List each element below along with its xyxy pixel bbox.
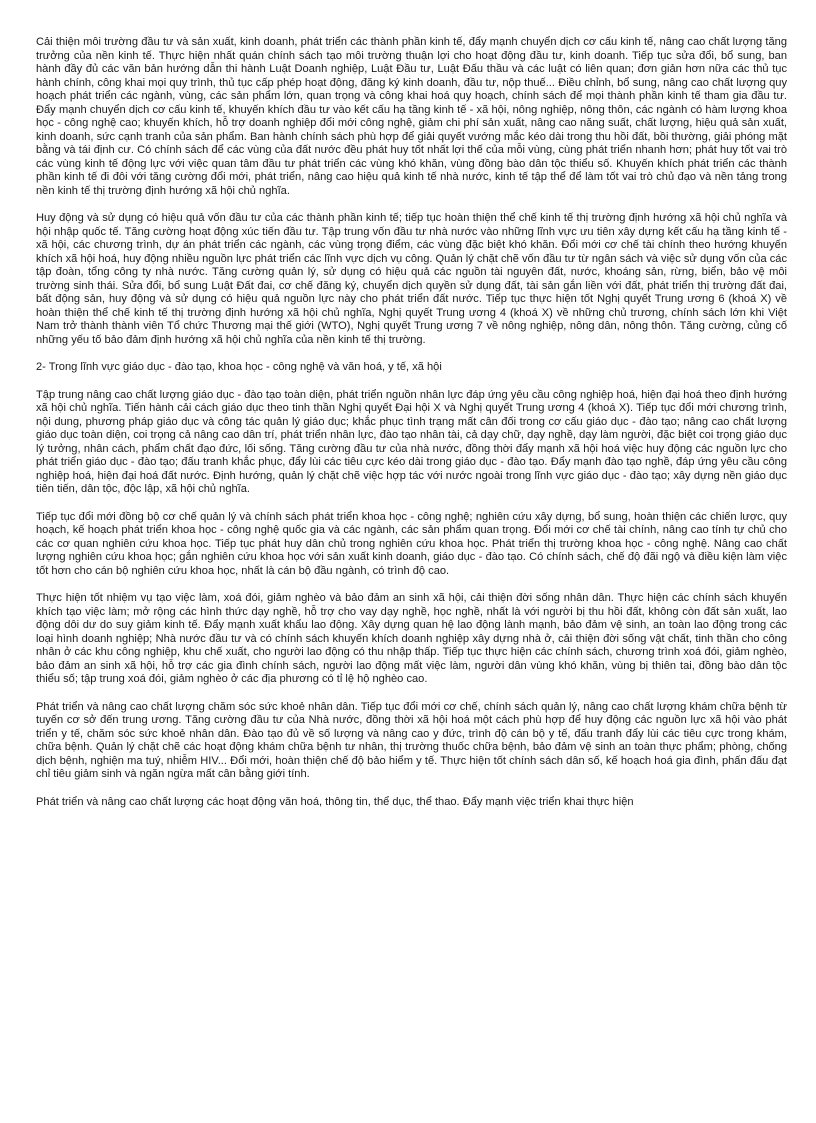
paragraph-education: Tập trung nâng cao chất lượng giáo dục - đào tạo toàn diện, phát triển nguồn nhân lực đáp ứng yêu cầu công nghiệp hoá, hiện đại hoá theo định hướng xã hội chủ nghĩa. Tiến hành cải cách giáo dục theo tinh thần Nghị quyết Đại hội X và Nghị quyết Trung ương 4 (khoá X). Tiếp tục đổi mới chương trình, nội dung, phương pháp giáo dục và công tác quản lý giáo dục; khắc phục tình trạng mất cân đối trong cơ cấu giáo dục - đào tạo; nâng cao chất lượng giáo dục toàn diện, coi trọng cả nâng cao dân trí, phát triển nhân lực, đào tạo nhân tài, cả dạy chữ, dạy nghề, dạy làm người, đặc biệt coi trọng giáo dục lý tưởng, nhân cách, phẩm chất đạo đức, lối sống. Tăng cường đầu tư của nhà nước, đồng thời đẩy mạnh xã hội hoá việc huy động các nguồn lực cho phát triển giáo dục - đào tạo; đấu tranh khắc phục, đẩy lùi các tiêu cực kéo dài trong giáo dục - đào tạo. Đẩy mạnh đào tạo nghề, đáp ứng yêu cầu công nghiệp hoá, hiện đại hoá đất nước. Định hướng, quản lý chặt chẽ việc hợp tác với nước ngoài trong lĩnh vực giáo dục - đào tạo; xây dựng nền giáo dục tiên tiến, dân tộc, độc lập, xã hội chủ nghĩa. (36, 388, 787, 495)
document-page (36, 36, 787, 823)
paragraph-healthcare: Phát triển và nâng cao chất lượng chăm sóc sức khoẻ nhân dân. Tiếp tục đổi mới cơ chế, chính sách quản lý, nâng cao chất lượng khám chữa bệnh từ tuyến cơ sở đến trung ương. Tăng cường đầu tư của Nhà nước, đồng thời xã hội hoá một cách phù hợp để huy động các nguồn lực xã hội vào phát triển y tế, chăm sóc sức khoẻ nhân dân. Đào tạo đủ về số lượng và nâng cao y đức, trình độ cán bộ y tế, đấu tranh đẩy lùi các tiêu cực trong khám, chữa bệnh. Quản lý chặt chẽ các hoạt động khám chữa bệnh tư nhân, thị trường thuốc chữa bệnh, bảo đảm vệ sinh an toàn thực phẩm; phòng, chống dịch bệnh, nghiện ma tuý, nhiễm HIV... Đổi mới, hoàn thiện chế độ bảo hiểm y tế. Thực hiện tốt chính sách dân số, kế hoạch hoá gia đình, phấn đấu đạt chỉ tiêu giảm sinh và ngăn ngừa mất cân bằng giới tính. (36, 700, 787, 780)
paragraph-investment-environment: Cải thiện môi trường đầu tư và sản xuất, kinh doanh, phát triển các thành phần kinh tế, đẩy mạnh chuyển dịch cơ cấu kinh tế, nâng cao chất lượng tăng trưởng của nền kinh tế. Thực hiện nhất quán chính sách tạo môi trường thuận lợi cho hoạt động đầu tư, kinh doanh. Tiếp tục sửa đổi, bổ sung, ban hành đầy đủ các văn bản hướng dẫn thi hành Luật Doanh nghiệp, Luật Đầu tư, Luật Đấu thầu và các luật có liên quan; đơn giản hơn nữa các thủ tục hành chính, công khai mọi quy trình, thủ tục cấp phép hoạt động, đăng ký kinh doanh, đầu tư, nộp thuế... Điều chỉnh, bổ sung, nâng cao chất lượng quy hoạch phát triển các ngành, vùng, các sản phẩm lớn, quan trọng và công khai hoá quy hoạch, chính sách để mọi thành phần kinh tế tham gia đầu tư. Đẩy mạnh chuyển dịch cơ cấu kinh tế, khuyến khích đầu tư vào kết cấu hạ tầng kinh tế - xã hội, nông nghiệp, nông thôn, các ngành có hàm lượng khoa học - công nghệ cao; khuyến khích, hỗ trợ doanh nghiệp đổi mới công nghệ, giảm chi phí sản xuất, nâng cao năng suất, chất lượng, hiệu quả sản xuất, kinh doanh, sức cạnh tranh của sản phẩm. Ban hành chính sách phù hợp để giải quyết vướng mắc kéo dài trong thu hồi đất, bồi thường, giải phóng mặt bằng và tái định cư. Có chính sách để các vùng của đất nước đều phát huy tốt nhất lợi thế của mỗi vùng, cùng phát triển nhanh hơn; phát huy tốt vai trò các vùng kinh tế động lực với việc quan tâm đầu tư phát triển các vùng khó khăn, vùng đồng bào dân tộc thiểu số. Khuyến khích phát triển các thành phần kinh tế đi đôi với tăng cường đổi mới, phát triển, nâng cao hiệu quả kinh tế nhà nước, kinh tế tập thể để làm tốt vai trò chủ đạo và nền tảng trong nền kinh tế thị trường định hướng xã hội chủ nghĩa. (36, 36, 787, 197)
paragraph-capital-mobilization: Huy động và sử dụng có hiệu quả vốn đầu tư của các thành phần kinh tế; tiếp tục hoàn thiện thể chế kinh tế thị trường định hướng xã hội chủ nghĩa và hội nhập quốc tế. Tăng cường hoạt động xúc tiến đầu tư. Tập trung vốn đầu tư nhà nước vào những lĩnh vực ưu tiên xây dựng kết cấu hạ tầng kinh tế - xã hội, các chương trình, dự án phát triển các ngành, các vùng trọng điểm, các vùng đặc biệt khó khăn. Đổi mới cơ chế tài chính theo hướng khuyến khích xã hội hoá, huy động nhiều nguồn lực phát triển các lĩnh vực dịch vụ công. Quản lý chặt chẽ vốn đầu tư từ ngân sách và việc sử dụng vốn của các tập đoàn, tổng công ty nhà nước. Tăng cường quản lý, sử dụng có hiệu quả các nguồn tài nguyên đất, nước, khoáng sản, rừng, biển, bảo vệ môi trường sinh thái. Sửa đổi, bổ sung Luật Đất đai, cơ chế đăng ký, chuyển dịch quyền sử dụng đất, tài sản gắn liền với đất, phát triển thị trường đất đai, bất động sản, huy động và sử dụng có hiệu quả nguồn lực này cho phát triển đất nước. Tiếp tục thực hiện tốt Nghị quyết Trung ương 6 (khoá X) về hoàn thiện thể chế kinh tế thị trường định hướng xã hội chủ nghĩa, Nghị quyết Trung ương 4 (khoá X) về những chủ trương, chính sách lớn khi Việt Nam trở thành thành viên Tổ chức Thương mại thế giới (WTO), Nghị quyết Trung ương 7 về nông nghiệp, nông dân, nông thôn. Tăng cường, củng cố những yếu tố bảo đảm định hướng xã hội chủ nghĩa của nền kinh tế thị trường. (36, 212, 787, 346)
paragraph-science-technology: Tiếp tục đổi mới đồng bộ cơ chế quản lý và chính sách phát triển khoa học - công nghệ; nghiên cứu xây dựng, bổ sung, hoàn thiện các chiến lược, quy hoạch, kế hoạch phát triển khoa học - công nghệ quốc gia và các ngành, các sản phẩm quan trọng. Đổi mới cơ chế tài chính, nâng cao tính tự chủ cho các cơ quan nghiên cứu khoa học. Tiếp tục phát huy dân chủ trong nghiên cứu khoa học. Phát triển thị trường khoa học - công nghệ. Nâng cao chất lượng nghiên cứu khoa học; gắn nghiên cứu khoa học với sản xuất kinh doanh, giáo dục - đào tạo. Có chính sách, chế độ đãi ngộ và điều kiện làm việc tốt hơn cho cán bộ nghiên cứu khoa học, nhất là cán bộ đầu ngành, có trình độ cao. (36, 510, 787, 577)
paragraph-employment-social-security: Thực hiện tốt nhiệm vụ tạo việc làm, xoá đói, giảm nghèo và bảo đảm an sinh xã hội, cải thiện đời sống nhân dân. Thực hiện các chính sách khuyến khích tạo việc làm; mở rộng các hình thức dạy nghề, hỗ trợ cho vay dạy nghề, học nghề, nhất là với người bị thu hồi đất, không còn đất sản xuất, lao động dôi dư do suy giảm kinh tế. Đẩy mạnh xuất khẩu lao động. Xây dựng quan hệ lao động lành mạnh, bảo đảm vệ sinh, an toàn lao động trong các loại hình doanh nghiệp; Nhà nước đầu tư và có chính sách khuyến khích doanh nghiệp xây dựng nhà ở, cải thiện đời sống vật chất, tinh thần cho công nhân ở các khu công nghiệp, khu chế xuất, cho người lao động có thu nhập thấp. Tiếp tục thực hiện các chính sách, chương trình xoá đói, giảm nghèo, bảo đảm an sinh xã hội, hỗ trợ các gia đình chính sách, người lao động mất việc làm, người dân vùng khó khăn, vùng bị thiên tai, đồng bào dân tộc thiểu số; tập trung xoá đói, giảm nghèo ở các địa phương có tỉ lệ hộ nghèo cao. (36, 592, 787, 685)
section-heading: 2- Trong lĩnh vực giáo dục - đào tạo, khoa học - công nghệ và văn hoá, y tế, xã hội (36, 361, 442, 373)
paragraph-culture-sports: Phát triển và nâng cao chất lượng các hoạt động văn hoá, thông tin, thể dục, thể thao. Đẩy mạnh việc triển khai thực hiện (36, 795, 634, 808)
